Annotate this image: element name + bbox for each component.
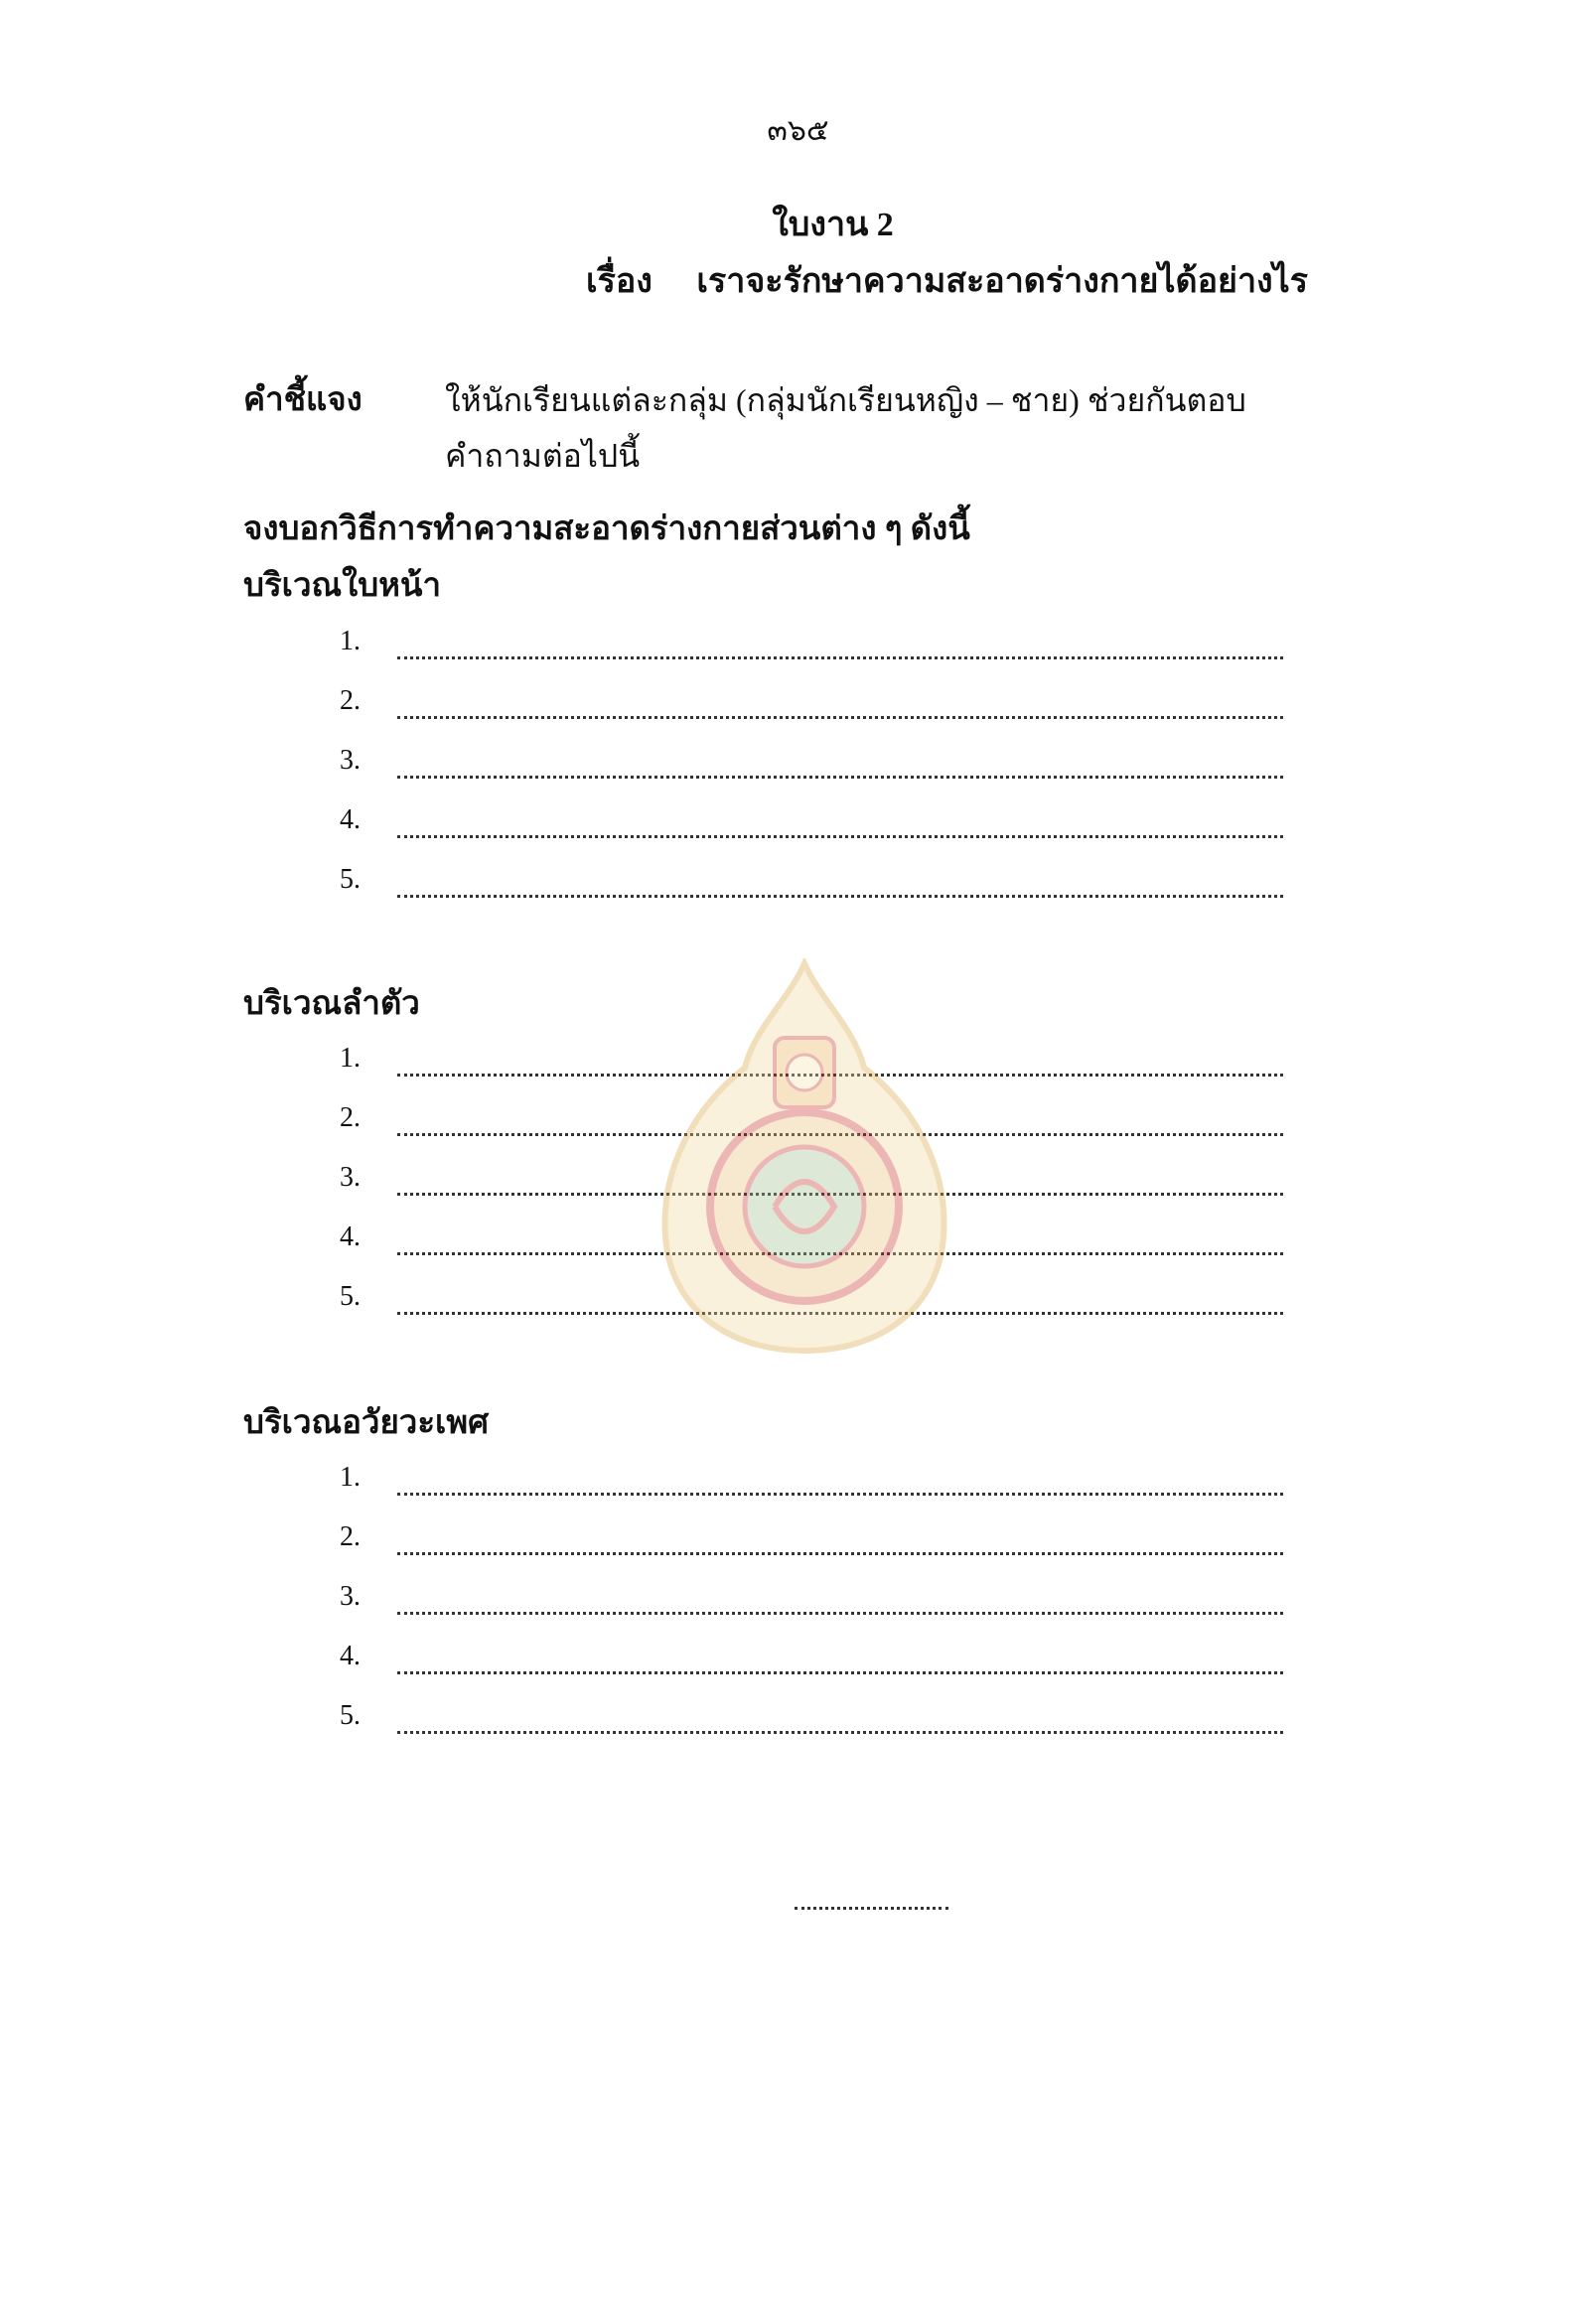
answer-line[interactable] (340, 626, 1283, 665)
line-number: 1. (340, 1043, 361, 1074)
worksheet-title: ใบงาน 2 (772, 207, 894, 243)
page-number: ๓๖๕ (767, 114, 829, 147)
answer-line[interactable] (340, 1641, 1283, 1680)
emblem-watermark-icon (655, 958, 953, 1356)
line-number: 3. (340, 1162, 361, 1193)
line-number: 3. (340, 745, 361, 776)
answer-line[interactable] (340, 804, 1283, 844)
section-heading-torso: บริเวณลำตัว (243, 986, 420, 1022)
answer-line[interactable] (340, 685, 1283, 725)
answer-line[interactable] (340, 1581, 1283, 1621)
instructions-text: ให้นักเรียนแต่ละกลุ่ม (กลุ่มนักเรียนหญิง – ชาย) ช่วยกันตอบคำถามต่อไปนี้ (445, 382, 1246, 474)
line-number: 2. (340, 1102, 361, 1133)
worksheet-subject (586, 253, 1308, 307)
line-number: 4. (340, 804, 361, 835)
answer-line[interactable] (340, 1462, 1283, 1502)
line-number: 4. (340, 1222, 361, 1252)
dotted-line (397, 1731, 1283, 1734)
answer-line[interactable] (340, 1700, 1283, 1740)
line-number: 2. (340, 1521, 361, 1552)
section-heading-face: บริเวณใบหน้า (243, 568, 441, 604)
dotted-line (397, 776, 1283, 779)
answer-line[interactable] (340, 1521, 1283, 1561)
dotted-line (397, 835, 1283, 838)
dotted-line (397, 1671, 1283, 1674)
dotted-line (397, 1552, 1283, 1555)
dotted-line (397, 1493, 1283, 1496)
answer-line[interactable] (340, 864, 1283, 904)
dotted-line (397, 895, 1283, 898)
line-number: 1. (340, 1462, 361, 1493)
line-number: 5. (340, 1700, 361, 1731)
task-heading: จงบอกวิธีการทำความสะอาดร่างกายส่วนต่าง ๆ ดังนี้ (243, 511, 970, 547)
line-number: 4. (340, 1641, 361, 1671)
line-number: 5. (340, 864, 361, 895)
subject-label: เรื่อง (586, 263, 653, 300)
dotted-line (397, 1612, 1283, 1615)
section-heading-genitals: บริเวณอวัยวะเพศ (243, 1405, 490, 1441)
dotted-line (397, 716, 1283, 719)
dotted-line (397, 656, 1283, 659)
line-number: 2. (340, 685, 361, 716)
line-number: 3. (340, 1581, 361, 1612)
instructions-label: คำชี้แจง (243, 382, 363, 418)
line-number: 1. (340, 626, 361, 656)
line-number: 5. (340, 1281, 361, 1312)
end-dotted-mark (795, 1907, 948, 1910)
answer-line[interactable] (340, 745, 1283, 785)
subject-text: เราจะรักษาความสะอาดร่างกายได้อย่างไร (696, 263, 1308, 300)
